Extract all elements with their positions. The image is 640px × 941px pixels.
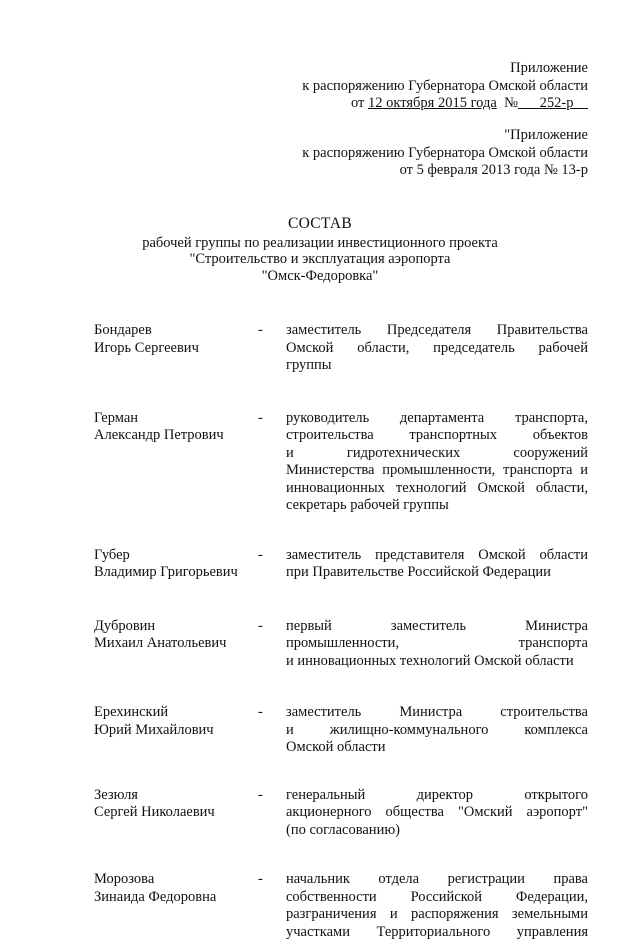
member-given-names: Александр Петрович (94, 427, 258, 445)
member-role-line: генеральный директор открытого (286, 787, 588, 805)
member-role-line: разграничения и распоряжения земельными (286, 906, 588, 924)
member-role-line: первый заместитель Министра (286, 618, 588, 636)
appendix-order-date-number (302, 95, 588, 113)
member-name (94, 704, 258, 757)
member-role-line: Омской области, председатель рабочей (286, 340, 588, 358)
member-given-names: Юрий Михайлович (94, 722, 258, 740)
member-name (94, 787, 258, 840)
member-dash: - (258, 410, 286, 515)
title-line-2: "Строительство и эксплуатация аэропорта (0, 251, 640, 268)
appendix-order-reference: к распоряжению Губернатора Омской области (302, 78, 588, 96)
member-surname: Герман (94, 410, 258, 428)
members-list (94, 322, 588, 941)
member-given-names: Сергей Николаевич (94, 804, 258, 822)
member-role-line: начальник отдела регистрации права (286, 871, 588, 889)
member-role (286, 410, 588, 515)
member-role (286, 547, 588, 582)
member-role (286, 704, 588, 757)
appendix-header-previous (302, 127, 588, 180)
member-surname: Зезюля (94, 787, 258, 805)
member-dash: - (258, 787, 286, 840)
member-name (94, 618, 258, 671)
member-role-line: и инновационных технологий Омской области (286, 653, 588, 671)
member-row (94, 787, 588, 840)
member-role-line: руководитель департамента транспорта, (286, 410, 588, 428)
appendix-header-current (302, 60, 588, 113)
date-prefix: от (351, 95, 368, 111)
member-given-names: Зинаида Федоровна (94, 889, 258, 907)
order-number: 252-р (518, 95, 588, 111)
order-date: 12 октября 2015 года (368, 95, 497, 111)
member-role-line: строительства транспортных объектов (286, 427, 588, 445)
member-name (94, 322, 258, 375)
member-role-line: группы (286, 357, 588, 375)
member-dash: - (258, 871, 286, 941)
member-name (94, 871, 258, 941)
previous-appendix-label: "Приложение (302, 127, 588, 145)
member-role-line: участками Территориального управления (286, 924, 588, 941)
previous-order-date-number: от 5 февраля 2013 года № 13-р (302, 162, 588, 180)
member-row (94, 547, 588, 582)
number-sign: № (504, 95, 518, 111)
member-role-line: заместитель представителя Омской области (286, 547, 588, 565)
member-given-names: Игорь Сергеевич (94, 340, 258, 358)
member-surname: Губер (94, 547, 258, 565)
member-role (286, 322, 588, 375)
title-main: СОСТАВ (0, 216, 640, 233)
member-role-line: и жилищно-коммунального комплекса (286, 722, 588, 740)
member-row (94, 618, 588, 671)
member-row (94, 322, 588, 375)
member-role-line: Омской области (286, 739, 588, 757)
member-dash: - (258, 322, 286, 375)
member-surname: Морозова (94, 871, 258, 889)
member-dash: - (258, 547, 286, 582)
member-role-line: секретарь рабочей группы (286, 497, 588, 515)
member-surname: Бондарев (94, 322, 258, 340)
member-role (286, 787, 588, 840)
member-surname: Ерехинский (94, 704, 258, 722)
title-line-3: "Омск-Федоровка" (0, 268, 640, 285)
member-role-line: (по согласованию) (286, 822, 588, 840)
member-role-line: собственности Российской Федерации, (286, 889, 588, 907)
member-row (94, 871, 588, 941)
member-role-line: инновационных технологий Омской области, (286, 480, 588, 498)
member-role-line: заместитель Председателя Правительства (286, 322, 588, 340)
member-surname: Дубровин (94, 618, 258, 636)
member-row (94, 704, 588, 757)
member-role-line: промышленности, транспорта (286, 635, 588, 653)
appendix-label: Приложение (302, 60, 588, 78)
member-role (286, 871, 588, 941)
member-given-names: Владимир Григорьевич (94, 564, 258, 582)
member-name (94, 410, 258, 515)
member-row (94, 410, 588, 515)
member-role (286, 618, 588, 671)
previous-order-reference: к распоряжению Губернатора Омской области (302, 145, 588, 163)
member-dash: - (258, 704, 286, 757)
member-role-line: заместитель Министра строительства (286, 704, 588, 722)
member-dash: - (258, 618, 286, 671)
title-line-1: рабочей группы по реализации инвестиционного проекта (0, 235, 640, 252)
member-role-line: и гидротехнических сооружений (286, 445, 588, 463)
member-given-names: Михаил Анатольевич (94, 635, 258, 653)
member-role-line: Министерства промышленности, транспорта и (286, 462, 588, 480)
member-role-line: при Правительстве Российской Федерации (286, 564, 588, 582)
member-name (94, 547, 258, 582)
document-title (0, 216, 640, 284)
member-role-line: акционерного общества "Омский аэропорт" (286, 804, 588, 822)
